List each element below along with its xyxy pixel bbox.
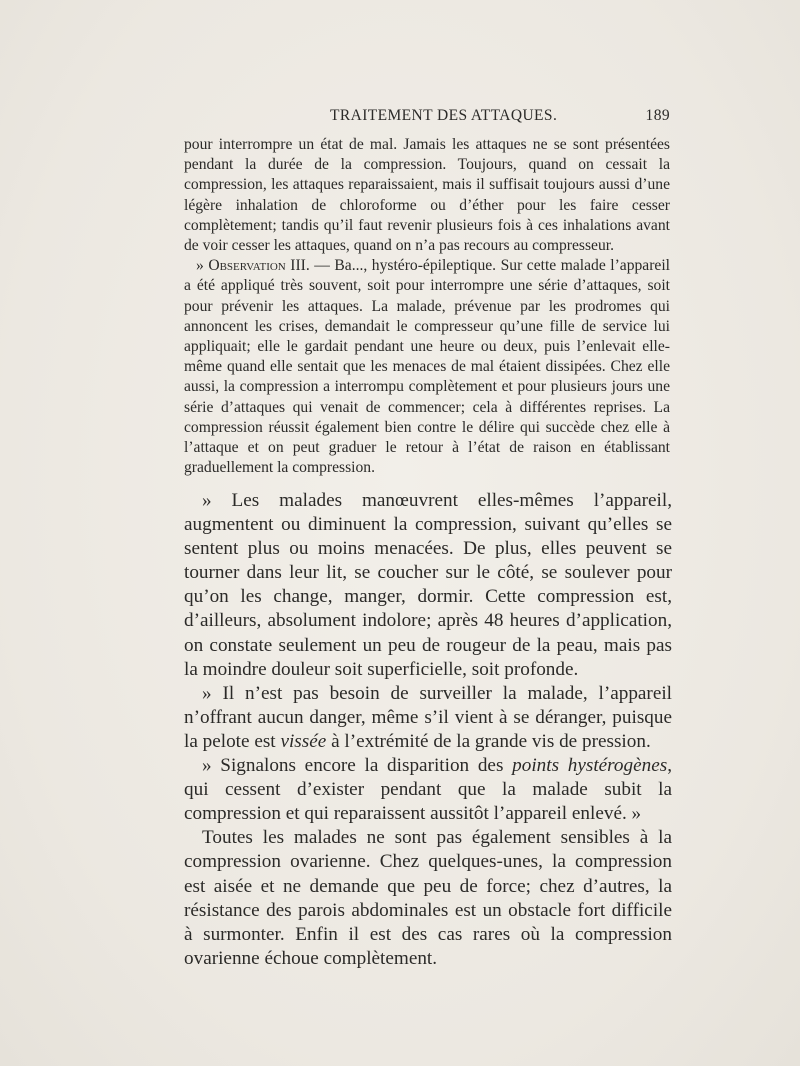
emphasis: points hystérogènes — [512, 755, 668, 777]
paragraph — [184, 754, 672, 826]
paragraph-observation-iii — [184, 256, 670, 478]
paragraph-text: III. — Ba..., hystéro-épileptique. Sur cette malade l’appareil a été appliqué très souvent, soit pour interrompre une série d’attaques, soit pour prévenir les attaques. La malade, prévenue par les prodromes qui annoncent les crises, demandait le compresseur qu’une fille de service lui appliquait; elle le gardait pendant une heure ou deux, puis l’enlevait elle-même quand elle sentait que les menaces de mal étaient dissipées. Chez elle aussi, la compression a interrompu complètement et pour plusieurs jours une série d’attaques qui venait de commencer; cela à différentes reprises. La compression réussit également bien contre le délire qui succède chez elle à l’attaque et on peut graduer le retour à l’état de raison en établissant graduellement la compression. — [184, 257, 671, 477]
paragraph-text: , qui cessent d’exister pendant que la malade subit la compression et qui reparaissent aussitôt l’appareil enlevé. » — [184, 755, 672, 825]
observation-text — [184, 135, 670, 478]
main-text — [184, 489, 672, 971]
paragraph-text: » Signalons encore la disparition des — [202, 755, 513, 777]
paragraph-text: » Il n’est pas besoin de surveiller la malade, l’appareil n’offrant aucun danger, même s’il vient à se déranger, puisque la pelote est — [184, 682, 672, 752]
emphasis: vissée — [280, 730, 327, 752]
paragraph-text: à l’extrémité de la grande vis de pression. — [326, 730, 651, 752]
paragraph — [184, 682, 672, 754]
observation-label: Observation — [208, 257, 286, 275]
paragraph: » Les malades manœuvrent elles-mêmes l’appareil, augmentent ou diminuent la compression, suivant qu’elles se sentent plus ou moins menacées. De plus, elles peuvent se tourner dans leur lit, se coucher sur le côté, se soulever pour qu’on les change, manger, dormir. Cette compression est, d’ailleurs, absolument indolore; après 48 heures d’application, on constate seulement un peu de rougeur de la peau, mais pas la moindre douleur soit superficielle, soit profonde. — [184, 490, 672, 680]
running-title: TRAITEMENT DES ATTAQUES. — [330, 107, 558, 124]
paragraph: Toutes les malades ne sont pas également sensibles à la compression ovarienne. Chez quelques-unes, la compression est aisée et ne demande que peu de force; chez d’autres, la résistance des parois abdominales est un obstacle fort difficile à surmonter. Enfin il est des cas rares où la compression ovarienne échoue complètement. — [184, 827, 672, 969]
quote-mark: » — [196, 257, 209, 275]
running-header — [184, 107, 670, 129]
page-number: 189 — [645, 107, 670, 124]
paragraph: pour interrompre un état de mal. Jamais les attaques ne se sont présentées pendant la durée de la compression. Toujours, quand on cessait la compression, les attaques reparaissaient, mais il suffisait toujours aussi d’une légère inhalation de chloroforme ou d’éther pour les faire cesser complètement; tandis qu’il faut revenir plusieurs fois à ces inhalations avant de voir cesser les attaques, quand on n’a pas recours au compresseur. — [184, 136, 670, 255]
